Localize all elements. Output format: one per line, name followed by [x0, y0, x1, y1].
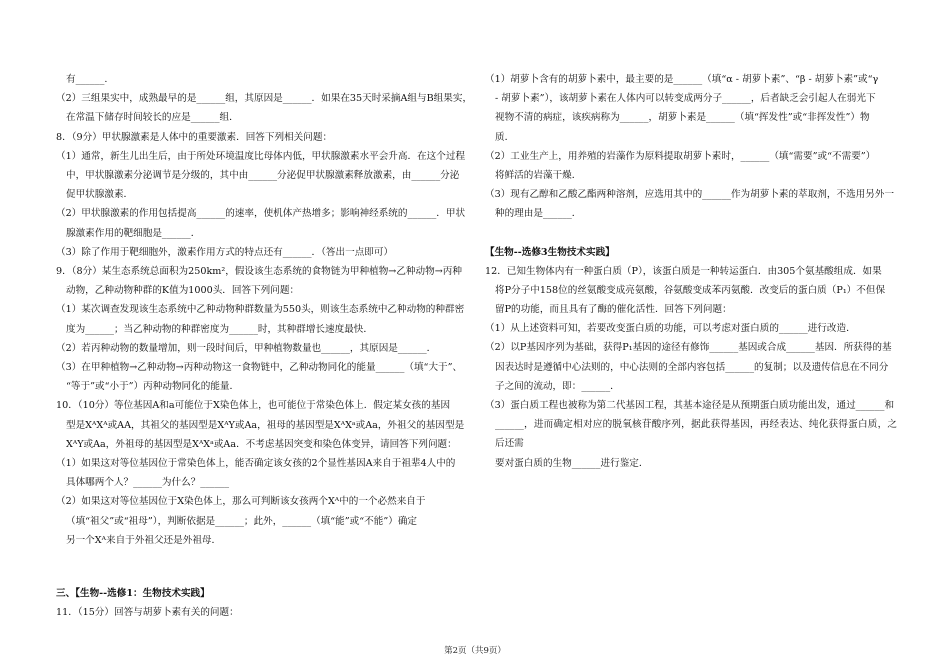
right-column	[485, 70, 897, 473]
text-line: 动物，乙种动物种群的K值为1000头．回答下列问题：	[66, 285, 300, 297]
text-line: （2）以P基因序列为基础，获得P₁基因的途径有修饰______基因或合成______基因．所获得的基	[485, 342, 892, 354]
question-9	[56, 262, 474, 396]
spacer	[485, 224, 897, 243]
text-line: XᴬY或Aa，外祖母的基因型是XᴬXᵃ或Aa．不考虑基因突变和染色体变异，请回答下列问题：	[66, 438, 457, 450]
text-line: 种的理由是______．	[495, 208, 582, 220]
question-8	[56, 128, 474, 262]
text-line: 具体哪两个人？______为什么？______	[66, 477, 230, 489]
text-line: （1）通常，新生儿出生后，由于所处环境温度比母体内低，甲状腺激素水平会升高．在这个过程	[56, 150, 466, 162]
text-line: （1）从上述资料可知，若要改变蛋白质的功能，可以考虑对蛋白质的______进行改造．	[485, 323, 856, 335]
text-line: （3）蛋白质工程也被称为第二代基因工程，其基本途径是从预期蛋白质功能出发，通过______和	[485, 400, 895, 412]
question-heading: 12．已知生物体内有一种蛋白质（P），该蛋白质是一种转运蛋白．由305个氨基酸组成．如果	[485, 265, 882, 277]
page-footer: 第2页（共9页）	[444, 646, 506, 656]
question-11-heading: 11．（15分）回答与胡萝卜素有关的问题：	[56, 607, 239, 619]
text-line: - 胡萝卜素”），该胡萝卜素在人体内可以转变成两分子______，后者缺乏会引起人在弱光下	[495, 93, 876, 105]
text-line: （2）三组果实中，成熟最早的是______组，其原因是______．如果在35天时采摘A组与B组果实，	[56, 93, 473, 105]
text-line: （2）若丙种动物的数量增加，则一段时间后，甲种植物数量也______，其原因是______．	[56, 342, 437, 354]
text-line: （1）胡萝卜含有的胡萝卜素中，最主要的是______（填“α - 胡萝卜素”、“β - 胡萝卜素”或“γ	[485, 74, 879, 85]
question-heading: 8．（9分）甲状腺激素是人体中的重要激素．回答下列相关问题：	[56, 131, 333, 143]
text-line: （3）除了作用于靶细胞外，激素作用方式的特点还有______．（答出一点即可）	[56, 246, 394, 258]
section-3-title: 三、【生物--选修1：生物技术实践】	[56, 588, 210, 600]
text-line: 腺激素作用的靶细胞是______．	[66, 227, 201, 239]
question-heading: 9．（8分）某生态系统总面积为250km²，假设该生态系统的食物链为甲种植物→乙种动物→丙种	[56, 266, 462, 278]
text-line: （3）在甲种植物→乙种动物→丙种动物这一食物链中，乙种动物同化的能量______（填“大于”、	[56, 362, 463, 374]
question-heading: 10．（10分）等位基因A和a可能位于X染色体上，也可能位于常染色体上．假定某女孩的基因	[56, 400, 451, 412]
text-line: （填“祖父”或“祖母”），判断依据是______；此外，______（填“能”或“不能”）确定	[66, 515, 418, 527]
text-line: 促甲状腺激素．	[66, 189, 134, 201]
text-line: 视物不清的病症，该疾病称为______，胡萝卜素是______（填“挥发性”或“非挥发性”）物	[495, 112, 870, 124]
q7-fragment	[56, 70, 474, 128]
text-line: 度为______；当乙种动物的种群密度为______时，其种群增长速度最快．	[66, 323, 373, 335]
text-line: （3）现有乙醇和乙酸乙酯两种溶剂，应选用其中的______作为胡萝卜素的萃取剂，不选用另外一	[485, 189, 895, 201]
section-4-title: 【生物--选修3生物技术实践】	[485, 246, 615, 258]
text-line: 要对蛋白质的生物______进行鉴定．	[495, 457, 649, 469]
text-line: “等于”或“小于”）丙种动物同化的能量．	[66, 381, 240, 393]
question-11-parts	[485, 70, 897, 224]
text-line: 将P分子中158位的丝氨酸变成亮氨酸，谷氨酸变成苯丙氨酸．改变后的蛋白质（P₁）不但保	[495, 284, 886, 296]
text-line: 将鲜活的岩藻干燥．	[495, 170, 582, 182]
text-line: ______，进而确定相对应的脱氧核苷酸序列，据此获得基因，再经表达、纯化获得蛋白质，之后还需	[495, 419, 897, 450]
text-line: 中，甲状腺激素分泌调节是分级的，其中由______分泌促甲状腺激素释放激素，由______分泌	[66, 170, 460, 182]
text-line: 有______.	[66, 74, 108, 85]
text-line: 在常温下储存时间较长的应是______组．	[66, 112, 239, 124]
text-line: （2）如果这对等位基因位于X染色体上，那么可判断该女孩两个Xᴬ中的一个必然来自于	[56, 496, 426, 508]
question-12	[485, 262, 897, 473]
text-line: 因表达时是遵循中心法则的，中心法则的全部内容包括______的复制；以及遗传信息在不同分	[495, 361, 889, 373]
text-line: 型是XᴬXᴬ或AA，其祖父的基因型是XᴬY或Aa，祖母的基因型是XᴬXᵃ或Aa，外祖父的基因型是	[66, 419, 465, 431]
text-line: 质．	[495, 131, 515, 143]
text-line: （1）如果这对等位基因位于常染色体上，能否确定该女孩的2个显性基因A来自于祖辈4人中的	[56, 458, 456, 470]
text-line: （1）某次调查发现该生态系统中乙种动物种群数量为550头，则该生态系统中乙种动物的种群密	[56, 304, 465, 316]
spacer	[56, 550, 474, 584]
left-column	[56, 70, 474, 622]
text-line: 子之间的流动，即：______．	[495, 380, 620, 392]
text-line: （2）工业生产上，用养殖的岩藻作为原料提取胡萝卜素时，______（填“需要”或“不需要”）	[485, 150, 876, 162]
text-line: （2）甲状腺激素的作用包括提高______的速率，使机体产热增多；影响神经系统的______．甲状	[56, 208, 466, 220]
question-10	[56, 396, 474, 550]
text-line: 留P的功能，而且具有了酶的催化活性．回答下列问题：	[495, 304, 732, 316]
text-line: 另一个Xᴬ来自于外祖父还是外祖母．	[66, 534, 222, 546]
